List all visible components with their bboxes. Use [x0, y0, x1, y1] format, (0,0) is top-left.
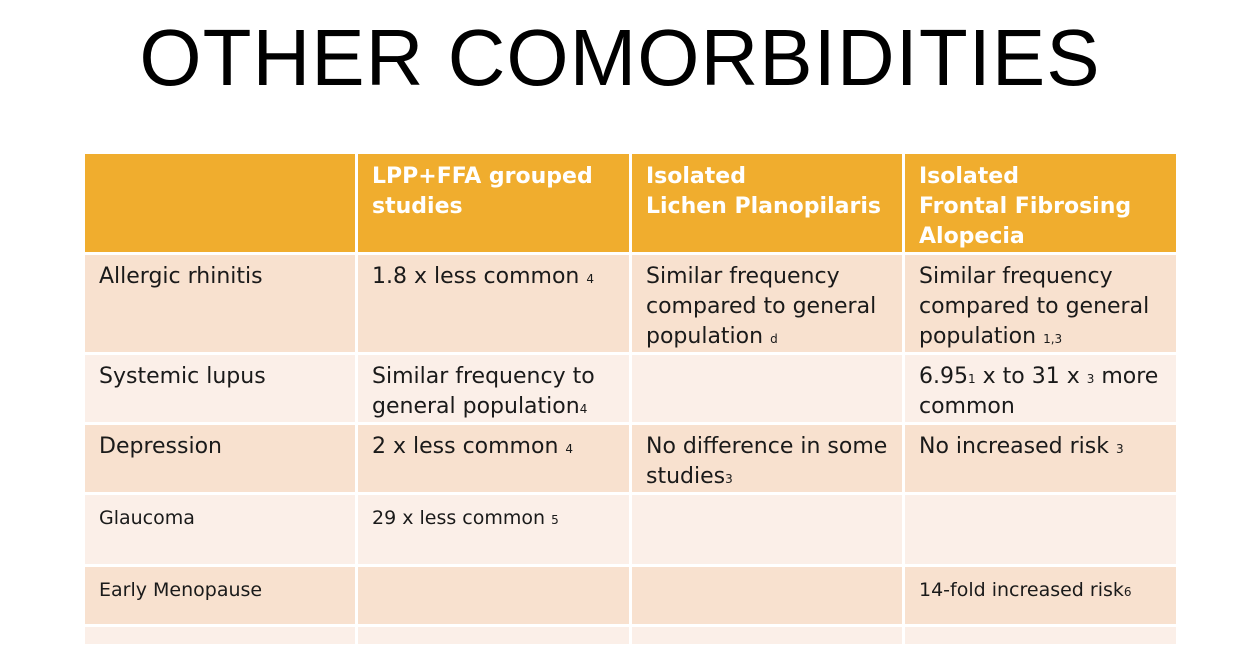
- table-cell: [357, 566, 631, 626]
- table-cell: [631, 354, 904, 424]
- comorbidities-table: [82, 151, 1179, 647]
- header-cell-empty: [84, 153, 357, 254]
- header-cell-lpp-ffa: LPP+FFA grouped studies: [357, 153, 631, 254]
- table-cell: 1.8 x less common $^4$: [357, 254, 631, 354]
- table-cell: [357, 626, 631, 646]
- table-row: [84, 494, 1178, 566]
- row-label: Glaucoma: [84, 494, 357, 566]
- row-label: Allergic rhinitis: [84, 254, 357, 354]
- table-cell: [631, 626, 904, 646]
- table-cell: Similar frequency compared to general population $^{1,3}$: [904, 254, 1178, 354]
- table-cell: [904, 494, 1178, 566]
- table-cell: No difference in some studies$^3$: [631, 424, 904, 494]
- table-cell: [904, 626, 1178, 646]
- row-label: Systemic lupus: [84, 354, 357, 424]
- table-cell: 6.95$^1$ x to 31 x $^3$ more common: [904, 354, 1178, 424]
- table-row: [84, 354, 1178, 424]
- table-header-row: [84, 153, 1178, 254]
- row-label: [84, 626, 357, 646]
- table-cell: [631, 566, 904, 626]
- header-cell-isolated-ffa: Isolated Frontal Fibrosing Alopecia: [904, 153, 1178, 254]
- table-cell: No increased risk $^3$: [904, 424, 1178, 494]
- table-cell: Similar frequency compared to general population $^d$: [631, 254, 904, 354]
- table-row: [84, 424, 1178, 494]
- table-cell: [631, 494, 904, 566]
- table-cell: 2 x less common $^4$: [357, 424, 631, 494]
- table-cell: 14-fold increased risk$^6$: [904, 566, 1178, 626]
- table-cell: 29 x less common $^5$: [357, 494, 631, 566]
- row-label: Early Menopause: [84, 566, 357, 626]
- table-cell: Similar frequency to general population$^4$: [357, 354, 631, 424]
- table-row: [84, 626, 1178, 646]
- table-row: [84, 566, 1178, 626]
- table-row: [84, 254, 1178, 354]
- slide-title: OTHER COMORBIDITIES: [139, 13, 1101, 102]
- row-label: Depression: [84, 424, 357, 494]
- header-cell-isolated-lpp: Isolated Lichen Planopilaris: [631, 153, 904, 254]
